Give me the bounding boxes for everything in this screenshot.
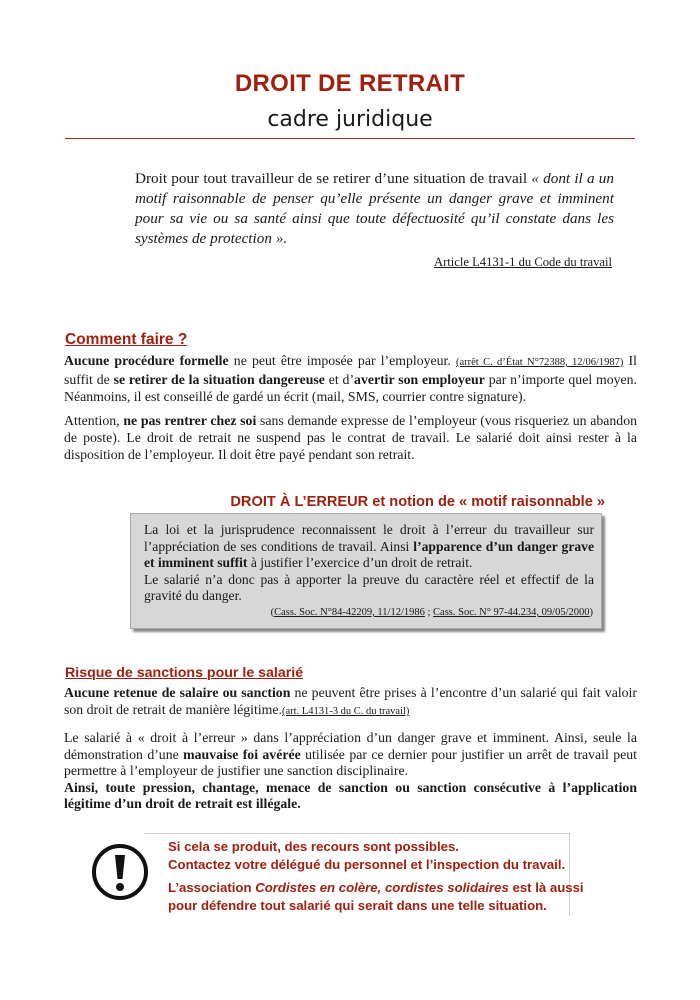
body-text: par n’importe quel moyen. Néanmoins, il est conseillé de gardé un écrit (mail, SMS, courrier contre signature).	[64, 372, 637, 404]
body-text: Le salarié n’a donc pas à apporter la preuve du caractère réel et effectif de la gravité du danger.	[144, 571, 594, 603]
body-text: à justifier l’exercice d’un droit de retrait.	[247, 555, 473, 570]
sanctions-paragraph-2	[64, 730, 637, 813]
title-divider	[65, 138, 635, 139]
bold-text: se retirer de la situation dangereuse	[113, 372, 325, 387]
comment-faire-paragraph-2	[64, 412, 637, 463]
body-text: Le salarié à « droit à l’erreur » dans l’appréciation d’un danger grave et imminent. Ainsi, seule la démonstration d’une	[64, 730, 637, 762]
droit-erreur-references	[271, 607, 593, 618]
bold-text: Aucune procédure formelle	[64, 353, 229, 368]
bold-text: mauvaise foi avérée	[183, 746, 301, 762]
comment-faire-paragraph-1	[64, 352, 637, 405]
intro-quote: « dont il a un motif raisonnable de penser qu’elle présente un danger grave et imminent pour sa vie ou sa santé ainsi que toute défectuosité qu’il constate dans les systèmes de protection ».	[135, 170, 614, 247]
paren: (	[270, 607, 275, 618]
alert-line	[168, 879, 584, 897]
bold-text: avertir son employeur	[354, 372, 485, 387]
body-text: sans demande expresse de l’employeur (vous risqueriez un abandon de poste). Le droit de retrait ne suspend pas le contrat de travail. Le salarié doit ainsi rester à la disposition de l’employeur. Il doit être payé pendant son retrait.	[64, 413, 637, 462]
alert-text-association	[168, 879, 584, 914]
intro-article-reference: Article L4131-1 du Code du travail	[433, 255, 612, 269]
alert-text-part: L’association	[168, 880, 256, 895]
alert-text-part: est là aussi	[508, 880, 584, 895]
bold-text: l’apparence d’un danger grave et imminent suffit	[144, 538, 594, 570]
intro-text: Droit pour tout travailleur de se retirer d’une situation de travail	[135, 170, 532, 187]
legal-reference: (art. L4131-3 du C. du travail)	[282, 706, 410, 717]
exclamation-circle-icon	[91, 843, 149, 901]
legal-reference: (arrêt C. d’État N°72388, 12/06/1987)	[456, 357, 624, 368]
section-heading-droit-erreur: DROIT À L’ERREUR et notion de « motif raisonnable »	[230, 494, 605, 510]
body-text: Attention,	[64, 413, 124, 428]
alert-text-recours	[168, 838, 578, 873]
intro-paragraph	[135, 169, 614, 249]
body-text: La loi et la jurisprudence reconnaissent le droit à l’erreur du travailleur sur l’appréciation de ses conditions de travail. Ainsi	[144, 522, 594, 554]
body-text: utilisée par ce dernier pour justifier un arrêt de travail peut permettre à l’employeur de justifier une sanction disciplinaire.	[64, 746, 637, 778]
body-text: ne peut être imposée par l’employeur.	[228, 353, 456, 368]
association-name: Cordistes en colère, cordistes solidaires	[255, 880, 509, 895]
document-title: DROIT DE RETRAIT	[234, 70, 466, 97]
alert-line: pour défendre tout salarié qui serait dans une telle situation.	[168, 897, 547, 913]
bold-text: Ainsi, toute pression, chantage, menace de sanction ou sanction consécutive à l’application légitime d’un droit de retrait est illégale.	[64, 779, 637, 811]
bold-text: Aucune retenue de salaire ou sanction	[64, 685, 291, 700]
legal-reference: Cass. Soc. N°84-42209, 11/12/1986	[274, 607, 425, 618]
legal-reference: Cass. Soc. N° 97-44.234, 09/05/2000	[433, 607, 590, 618]
document-subtitle: cadre juridique	[267, 107, 433, 132]
bold-text: ne pas rentrer chez soi	[123, 413, 257, 428]
body-text: et d’	[324, 372, 355, 387]
separator: ;	[424, 607, 434, 618]
section-heading-sanctions: Risque de sanctions pour le salarié	[65, 665, 304, 681]
alert-line: Contactez votre délégué du personnel et l’inspection du travail.	[168, 856, 566, 872]
section-heading-comment-faire: Comment faire ?	[65, 331, 188, 348]
body-text: ne peuvent être prises à l’encontre d’un salarié qui fait valoir son droit de retrait de manière légitime.	[64, 685, 637, 717]
sanctions-paragraph-1	[64, 684, 637, 720]
droit-erreur-text	[144, 522, 594, 605]
alert-line: Si cela se produit, des recours sont possibles.	[168, 839, 459, 854]
droit-erreur-box	[130, 513, 602, 629]
paren: )	[589, 607, 593, 618]
body-text: Il suffit de	[64, 353, 637, 387]
